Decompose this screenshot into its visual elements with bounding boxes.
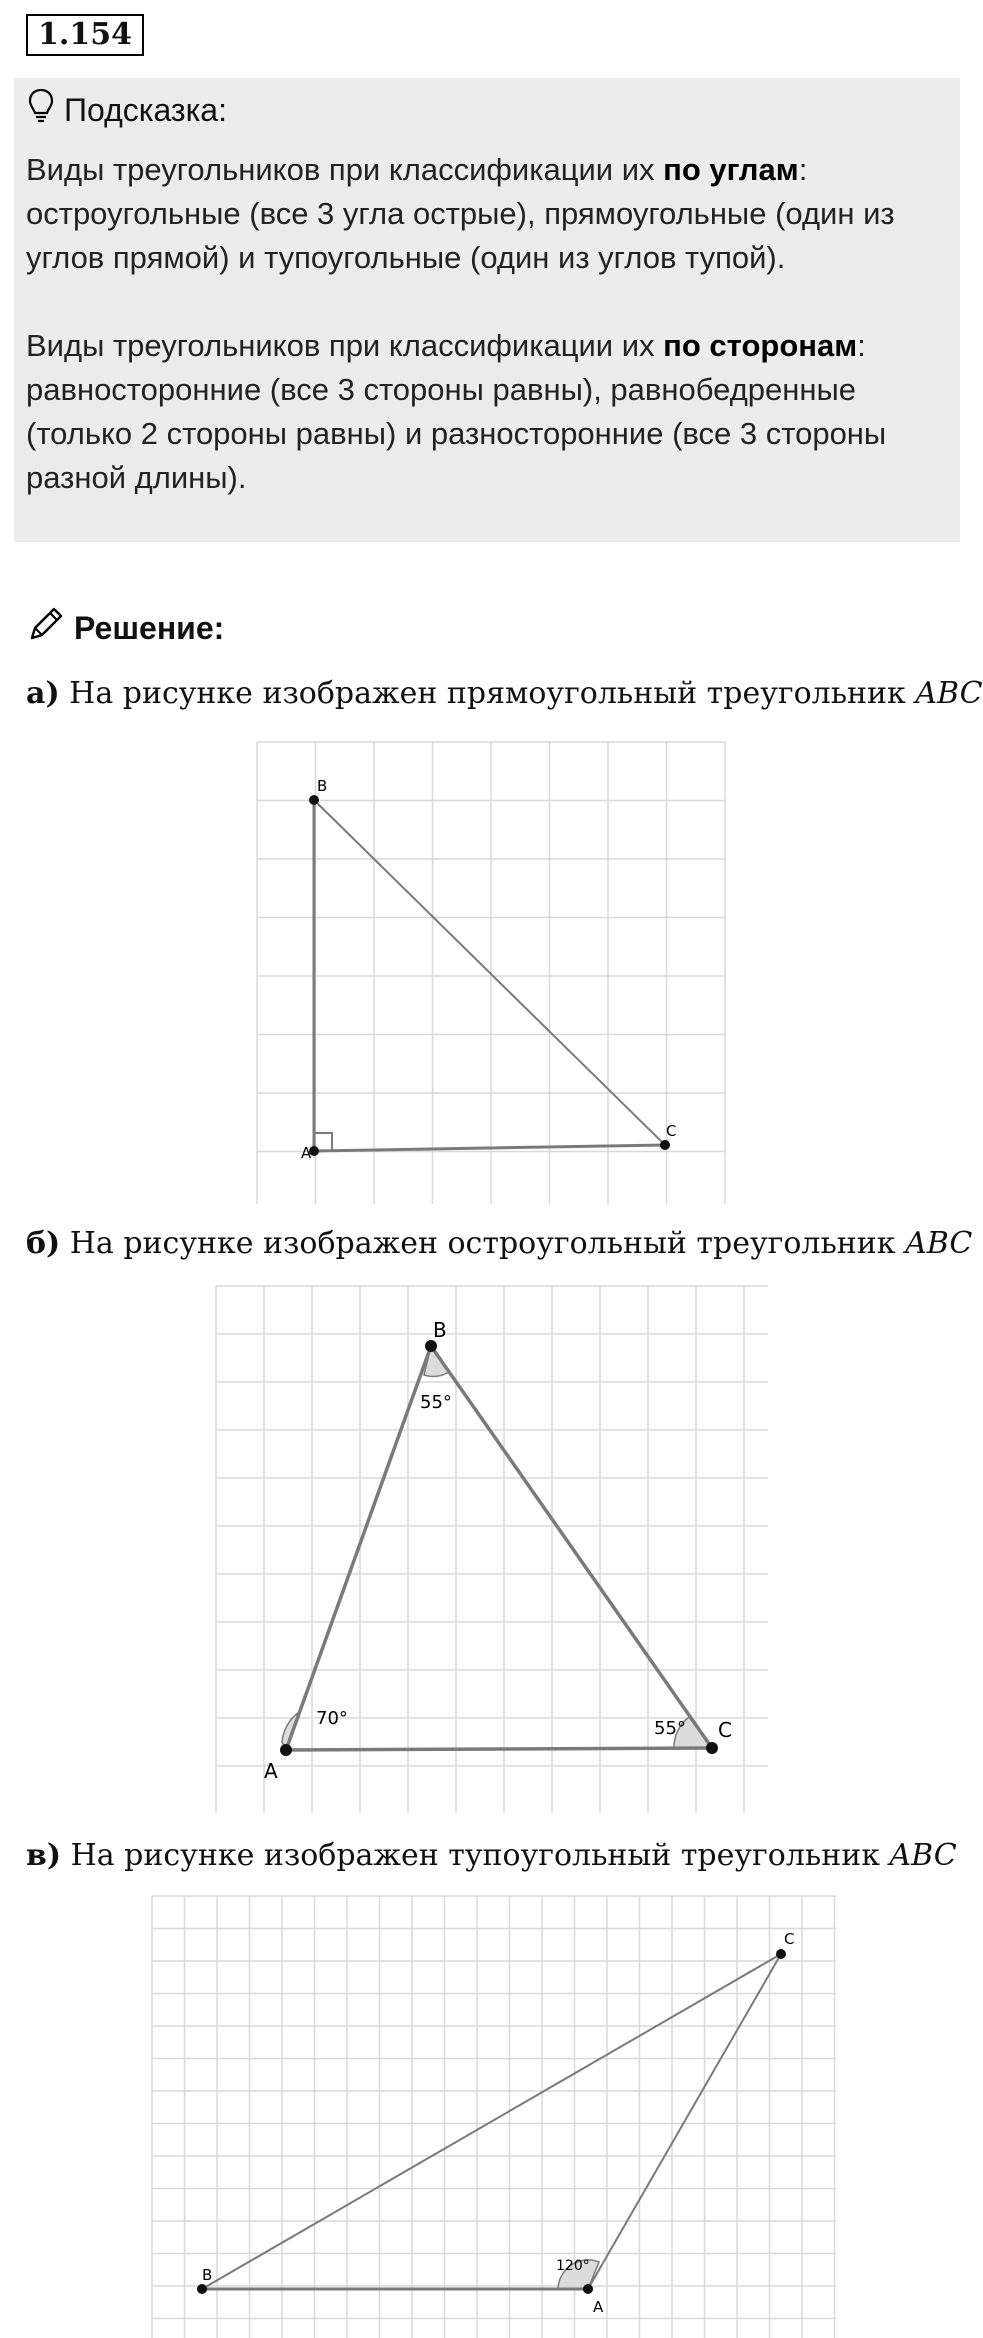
item-c-text: в) На рисунке изображен тупоугольный треугольник ABC (26, 1838, 957, 1873)
hint-text (26, 148, 946, 544)
hint-paragraph-sides: Виды треугольников при классификации их по сторонам: равносторонние (все 3 стороны равны), равнобедренные (только 2 стороны равны) и разносторонние (все 3 стороны разной длины). (26, 328, 887, 495)
side-ac (286, 1748, 712, 1750)
vertex-a (583, 2284, 593, 2294)
solution-header (26, 604, 224, 652)
side-ac (588, 1954, 781, 2289)
lightbulb-icon (28, 88, 54, 132)
vertex-b (197, 2284, 207, 2294)
figure-right-triangle (255, 736, 725, 1206)
vertex-c (706, 1742, 718, 1754)
side-bc (431, 1346, 712, 1748)
label-b: B (202, 2266, 213, 2284)
angle-a-label: 120° (556, 2258, 590, 2274)
label-a: A (301, 1144, 312, 1162)
task-number: 1.154 (26, 14, 144, 56)
label-c: C (718, 1718, 732, 1742)
hint-paragraph-angles: Виды треугольников при классификации их по углам: остроугольные (все 3 угла острые), прямоугольные (один из углов прямой) и тупоугольные (один из углов тупой). (26, 152, 895, 275)
figure-obtuse-triangle (148, 1892, 840, 2338)
hint-header (28, 88, 227, 132)
angle-a-label: 70° (316, 1708, 348, 1729)
vertex-c (660, 1140, 670, 1150)
vertex-a (280, 1744, 292, 1756)
hint-title: Подсказка: (64, 91, 227, 128)
label-b: B (433, 1318, 447, 1342)
vertex-c (776, 1949, 786, 1959)
hint-box (14, 78, 960, 542)
pencil-icon (26, 604, 66, 652)
solution-title: Решение: (74, 609, 225, 646)
label-c: C (666, 1122, 677, 1140)
item-b-text: б) На рисунке изображен остроугольный треугольник ABC (26, 1226, 973, 1261)
side-ac (314, 1145, 665, 1151)
side-bc (202, 1954, 781, 2289)
item-a-text: а) На рисунке изображен прямоугольный треугольник ABC (26, 676, 983, 711)
label-a: A (264, 1759, 278, 1783)
side-ab (286, 1346, 431, 1750)
label-c: C (784, 1930, 795, 1948)
angle-c-label: 55° (654, 1718, 686, 1739)
angle-b-label: 55° (420, 1392, 452, 1413)
vertex-b (309, 795, 319, 805)
label-b: B (317, 777, 328, 795)
figure-acute-triangle (212, 1282, 772, 1817)
label-a: A (593, 2298, 604, 2316)
